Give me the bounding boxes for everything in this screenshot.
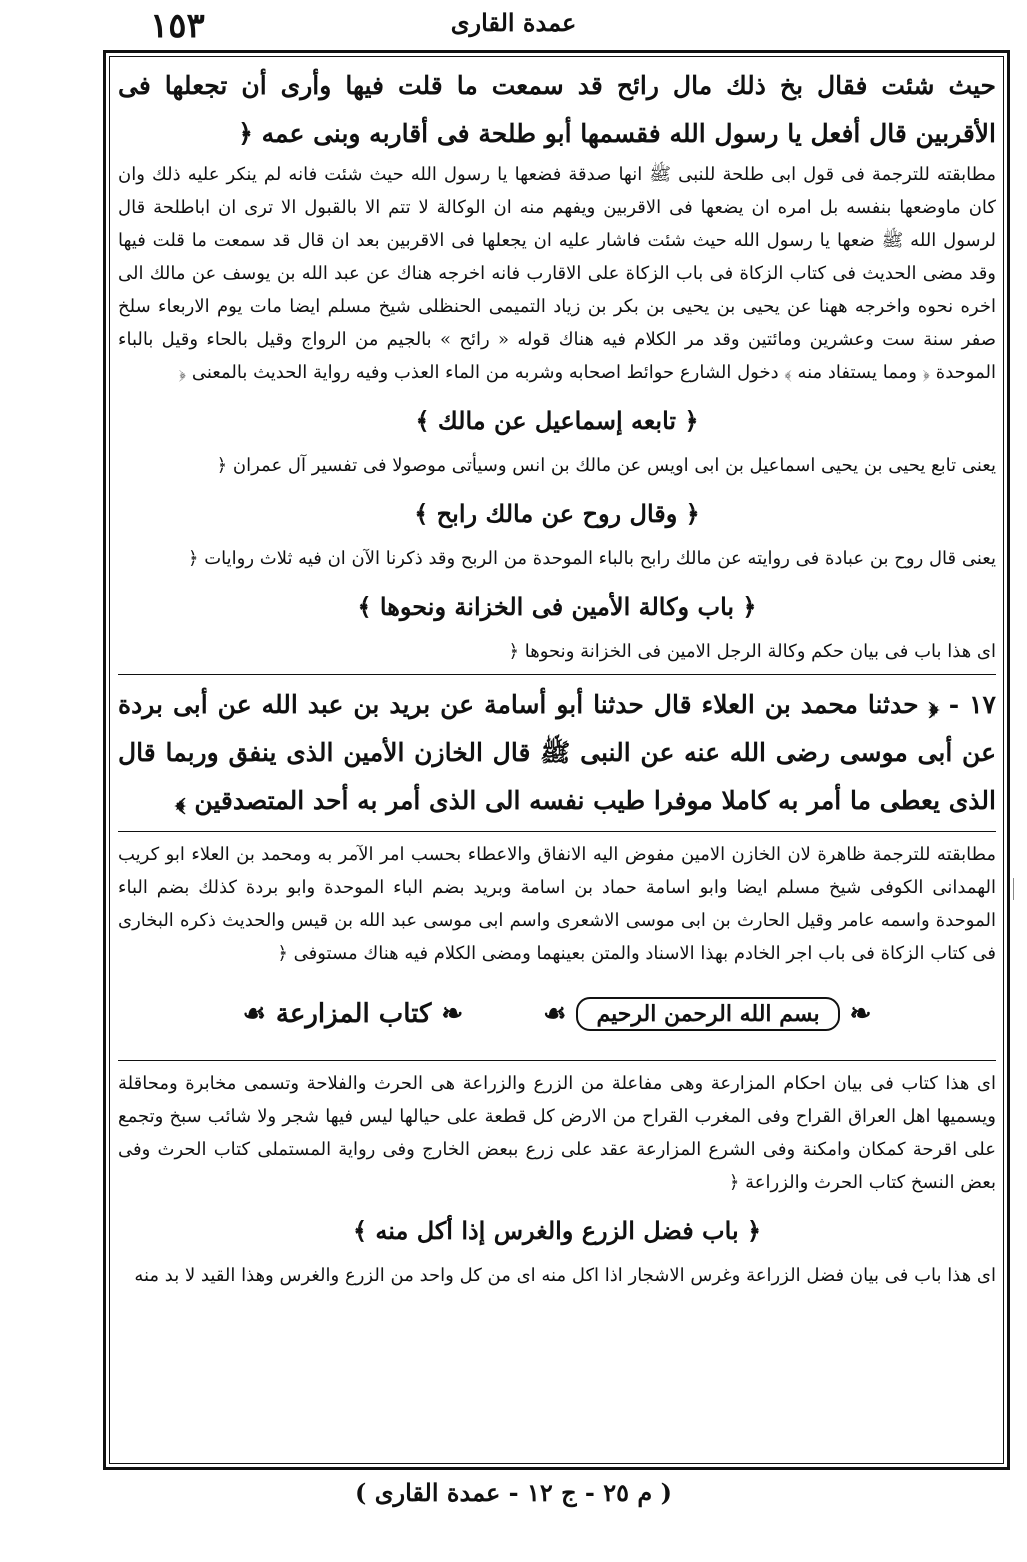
divider	[118, 831, 996, 832]
page-number: ١٥٣	[150, 6, 205, 46]
section-heading: ﴿ تابعه إسماعيل عن مالك ﴾	[415, 406, 699, 435]
section-heading: ﴿ وقال روح عن مالك رابح ﴾	[414, 499, 700, 528]
hadith-text	[118, 681, 996, 825]
book-title: كتاب المزارعة	[275, 999, 432, 1029]
page-header	[0, 0, 1027, 46]
commentary-paragraph: مطابقته للترجمة ظاهرة لان الخازن الامين مفوض اليه الانفاق والاعطاء بحسب امر الآمر به ومحمد بن العلاء ابو كريب الهمدانى الكوفى شيخ مسلم ايضا وابو اسامة حماد بن اسامة وبريد بضم الباء الموحدة وابو بردة كذلك بضم الباء الموحدة واسمه عامر وقيل الحارث بن ابى موسى الاشعرى واسم ابى موسى عبد الله بن قيس والحديث ذكره البخارى فى كتاب الزكاة فى باب اجر الخادم بهذا الاسناد والمتن بعينهما ومضى الكلام فيه هناك مستوفى ﴿	[118, 844, 996, 964]
ornament-icon: ☙	[543, 999, 567, 1029]
basmala-cartouche	[543, 997, 871, 1031]
book-title-banner	[118, 988, 996, 1040]
commentary-paragraph: اى هذا باب فى بيان فضل الزراعة وغرس الاشجار اذا اكل منه اى من كل واحد من الزرع والغرس وهذا القيد لا بد منه	[134, 1265, 996, 1286]
chapter-heading: ﴿ باب فضل الزرع والغرس إذا أكل منه ﴾	[352, 1216, 762, 1245]
hadith-body: ﴿ حدثنا محمد بن العلاء قال حدثنا أبو أسامة عن بريد بن عبد الله عن أبى بردة عن أبى موسى رضى الله عنه عن النبى ﷺ قال الخازن الأمين الذى ينفق وربما قال الذى يعطى ما أمر به كاملا موفرا طيب نفسه الى الذى أمر به أحد المتصدقين ﴾	[118, 690, 996, 815]
ornament-icon: ❧	[849, 999, 872, 1029]
page-signature: ( م ٢٥ - ج ١٢ - عمدة القارى )	[355, 1478, 672, 1507]
hadith-number: ١٧ -	[948, 690, 996, 719]
hadith-continuation: حيث شئت فقال بخ ذلك مال رائح قد سمعت ما قلت فيها وأرى أن تجعلها فى الأقربين قال أفعل يا رسول الله فقسمها أبو طلحة فى أقاربه وبنى عمه ﴿	[118, 71, 996, 148]
book-title-cartouche	[243, 999, 464, 1029]
commentary-paragraph: اى هذا كتاب فى بيان احكام المزارعة وهى مفاعلة من الزرع والزراعة هى الحرث والفلاحة وتسمى مخابرة ومحاقلة ويسميها اهل العراق القراح وفى المغرب القراح من الارض كل قطعة على حيالها ليس فيها شجر ولا شائب سبخ وتجمع على اقرحة كمكان وامكنة وفى الشرع المزارعة عقد على زرع ببعض الخارج وفى رواية المستملى كتاب الحرث وفى بعض النسخ كتاب الحرث والزراعة ﴿	[118, 1073, 996, 1193]
chapter-heading: ﴿ باب وكالة الأمين فى الخزانة ونحوها ﴾	[357, 592, 757, 621]
divider	[118, 1060, 996, 1061]
basmala: بسم الله الرحمن الرحيم	[576, 997, 839, 1031]
commentary-paragraph: مطابقته للترجمة فى قول ابى طلحة للنبى ﷺ انها صدقة فضعها يا رسول الله حيث شئت فانه لم ينكر عليه ذلك وان كان ماوضعها بنفسه بل امره ان يضعها فى الاقربين ويفهم منه ان الوكالة لا تتم الا بالقبول الا ترى ان اباطلحة قال لرسول الله ﷺ ضعها يا رسول الله حيث شئت فاشار عليه ان يجعلها فى الاقربين بعد ان قال قد سمعت ما قلت فيها وقد مضى الحديث فى كتاب الزكاة فى باب الزكاة على الاقارب فانه اخرجه هناك عن عبد الله بن يوسف عن مالك الى اخره نحوه واخرجه ههنا عن يحيى بن يحيى بن بكر بن زياد التميمى الحنظلى شيخ مسلم ايضا مات يوم الاربعاء سلخ صفر سنة ست وعشرين ومائتين وقد مر الكلام فيه هناك قوله « رائح » بالجيم من الرواج وقيل بالحاء وقيل بالباء الموحدة ﴿ ومما يستفاد منه ﴾ دخول الشارع حوائط اصحابه وشربه من الماء العذب وفيه رواية الحديث بالمعنى ﴿	[118, 164, 996, 383]
margin-mark	[1013, 878, 1014, 900]
commentary-paragraph: يعنى تابع يحيى بن يحيى اسماعيل بن ابى اويس عن مالك بن انس وسيأتى موصولا فى تفسير آل عمران ﴿	[216, 455, 996, 476]
divider	[118, 674, 996, 675]
ornament-icon: ❧	[441, 999, 464, 1029]
ornament-icon: ☙	[242, 999, 266, 1029]
page-body	[118, 62, 996, 1460]
running-title: عمدة القاری	[450, 8, 577, 37]
commentary-paragraph: يعنى قال روح بن عبادة فى روايته عن مالك رابح بالباء الموحدة من الربح وقد ذكرنا الآن ان فيه ثلاث روايات ﴿	[187, 548, 996, 569]
commentary-paragraph: اى هذا باب فى بيان حكم وكالة الرجل الامين فى الخزانة ونحوها ﴿	[508, 641, 996, 662]
